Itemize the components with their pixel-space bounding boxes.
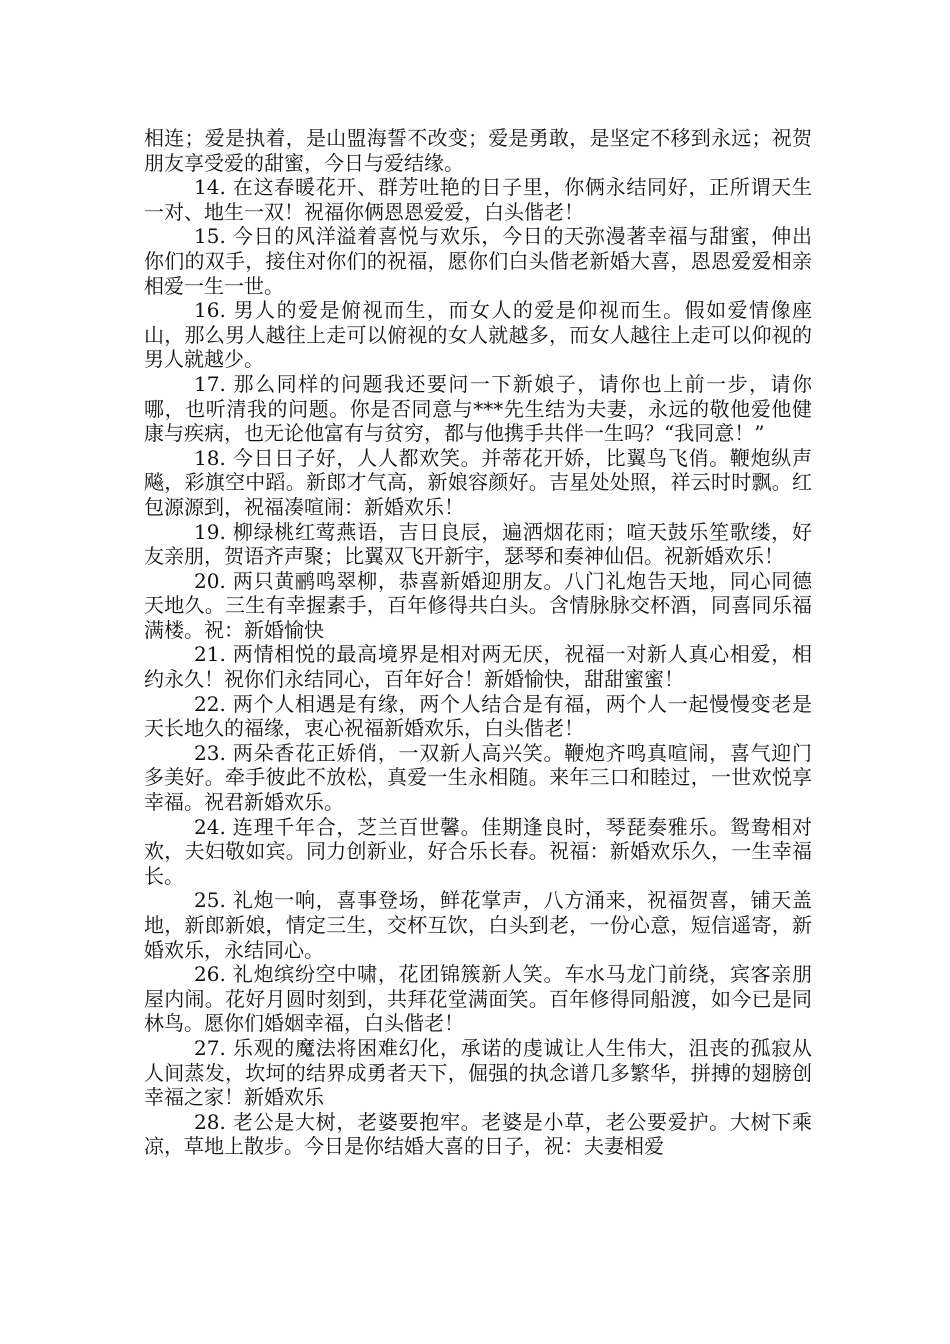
paragraph-27: 27. 乐观的魔法将困难幻化，承诺的虔诚让人生伟大，沮丧的孤寂从人间蒸发，坎坷的结界成勇者天下，倔强的执念谱几多繁华，拼搏的翅膀创幸福之家！新婚欢乐 (144, 1035, 812, 1110)
paragraph-25: 25. 礼炮一响，喜事登场，鲜花掌声，八方涌来，祝福贺喜，铺天盖地，新郎新娘，情定三生，交杯互饮，白头到老，一份心意，短信遥寄，新婚欢乐，永结同心。 (144, 888, 812, 962)
paragraph-18: 18. 今日日子好，人人都欢笑。并蒂花开娇，比翼鸟飞俏。鞭炮纵声飚，彩旗空中蹈。新郎才气高，新娘容颜好。吉星处处照，祥云时时飘。红包源源到，祝福凑喧闹：新婚欢乐！ (144, 445, 812, 519)
paragraph-28: 28. 老公是大树，老婆要抱牢。老婆是小草，老公要爱护。大树下乘凉，草地上散步。今日是你结婚大喜的日子，祝：夫妻相爱 (144, 1109, 812, 1159)
paragraph-23: 23. 两朵香花正娇俏，一双新人高兴笑。鞭炮齐鸣真喧闹，喜气迎门多美好。牵手彼此不放松，真爱一生永相随。来年三口和睦过，一世欢悦享幸福。祝君新婚欢乐。 (144, 740, 812, 815)
paragraph-17: 17. 那么同样的问题我还要问一下新娘子，请你也上前一步，请你哪，也听清我的问题。你是否同意与***先生结为夫妻，永远的敬他爱他健康与疾病，也无论他富有与贫穷，都与他携手共伴一生吗？“我同意！” (144, 371, 812, 446)
paragraph-22: 22. 两个人相遇是有缘，两个人结合是有福，两个人一起慢慢变老是天长地久的福缘，衷心祝福新婚欢乐，白头偕老！ (144, 691, 812, 741)
paragraph-16: 16. 男人的爱是俯视而生，而女人的爱是仰视而生。假如爱情像座山，那么男人越往上走可以俯视的女人就越多，而女人越往上走可以仰视的男人就越少。 (144, 298, 812, 372)
paragraph-26: 26. 礼炮缤纷空中啸，花团锦簇新人笑。车水马龙门前绕，宾客亲朋屋内闹。花好月圆时刻到，共拜花堂满面笑。百年修得同船渡，如今已是同林鸟。愿你们婚姻幸福，白头偕老！ (144, 962, 812, 1036)
paragraph-19: 19. 柳绿桃红莺燕语，吉日良辰，遍洒烟花雨；喧天鼓乐笙歌缕，好友亲朋，贺语齐声聚；比翼双飞开新宇，瑟琴和奏神仙侣。祝新婚欢乐！ (144, 519, 812, 569)
paragraph-continuation: 相连；爱是执着，是山盟海誓不改变；爱是勇敢，是坚定不移到永远；祝贺朋友享受爱的甜蜜，今日与爱结缘。 (144, 126, 812, 175)
paragraph-15: 15. 今日的风洋溢着喜悦与欢乐，今日的天弥漫著幸福与甜蜜，伸出你们的双手，接住对你们的祝福，愿你们白头偕老新婚大喜，恩恩爱爱相亲相爱一生一世。 (144, 224, 812, 298)
paragraph-14: 14. 在这春暖花开、群芳吐艳的日子里，你俩永结同好，正所谓天生一对、地生一双！祝福你俩恩恩爱爱，白头偕老！ (144, 175, 812, 224)
paragraph-24: 24. 连理千年合，芝兰百世馨。佳期逢良时，琴琵奏雅乐。鸳鸯相对欢，夫妇敬如宾。同力创新业，好合乐长春。祝福：新婚欢乐久，一生幸福长。 (144, 814, 812, 888)
document-body (144, 126, 812, 1159)
paragraph-21: 21. 两情相悦的最高境界是相对两无厌，祝福一对新人真心相爱，相约永久！祝你们永结同心，百年好合！新婚愉快，甜甜蜜蜜！ (144, 642, 812, 692)
paragraph-20: 20. 两只黄鹂鸣翠柳，恭喜新婚迎朋友。八门礼炮告天地，同心同德天地久。三生有幸握素手，百年修得共白头。含情脉脉交杯酒，同喜同乐福满楼。祝：新婚愉快 (144, 568, 812, 642)
